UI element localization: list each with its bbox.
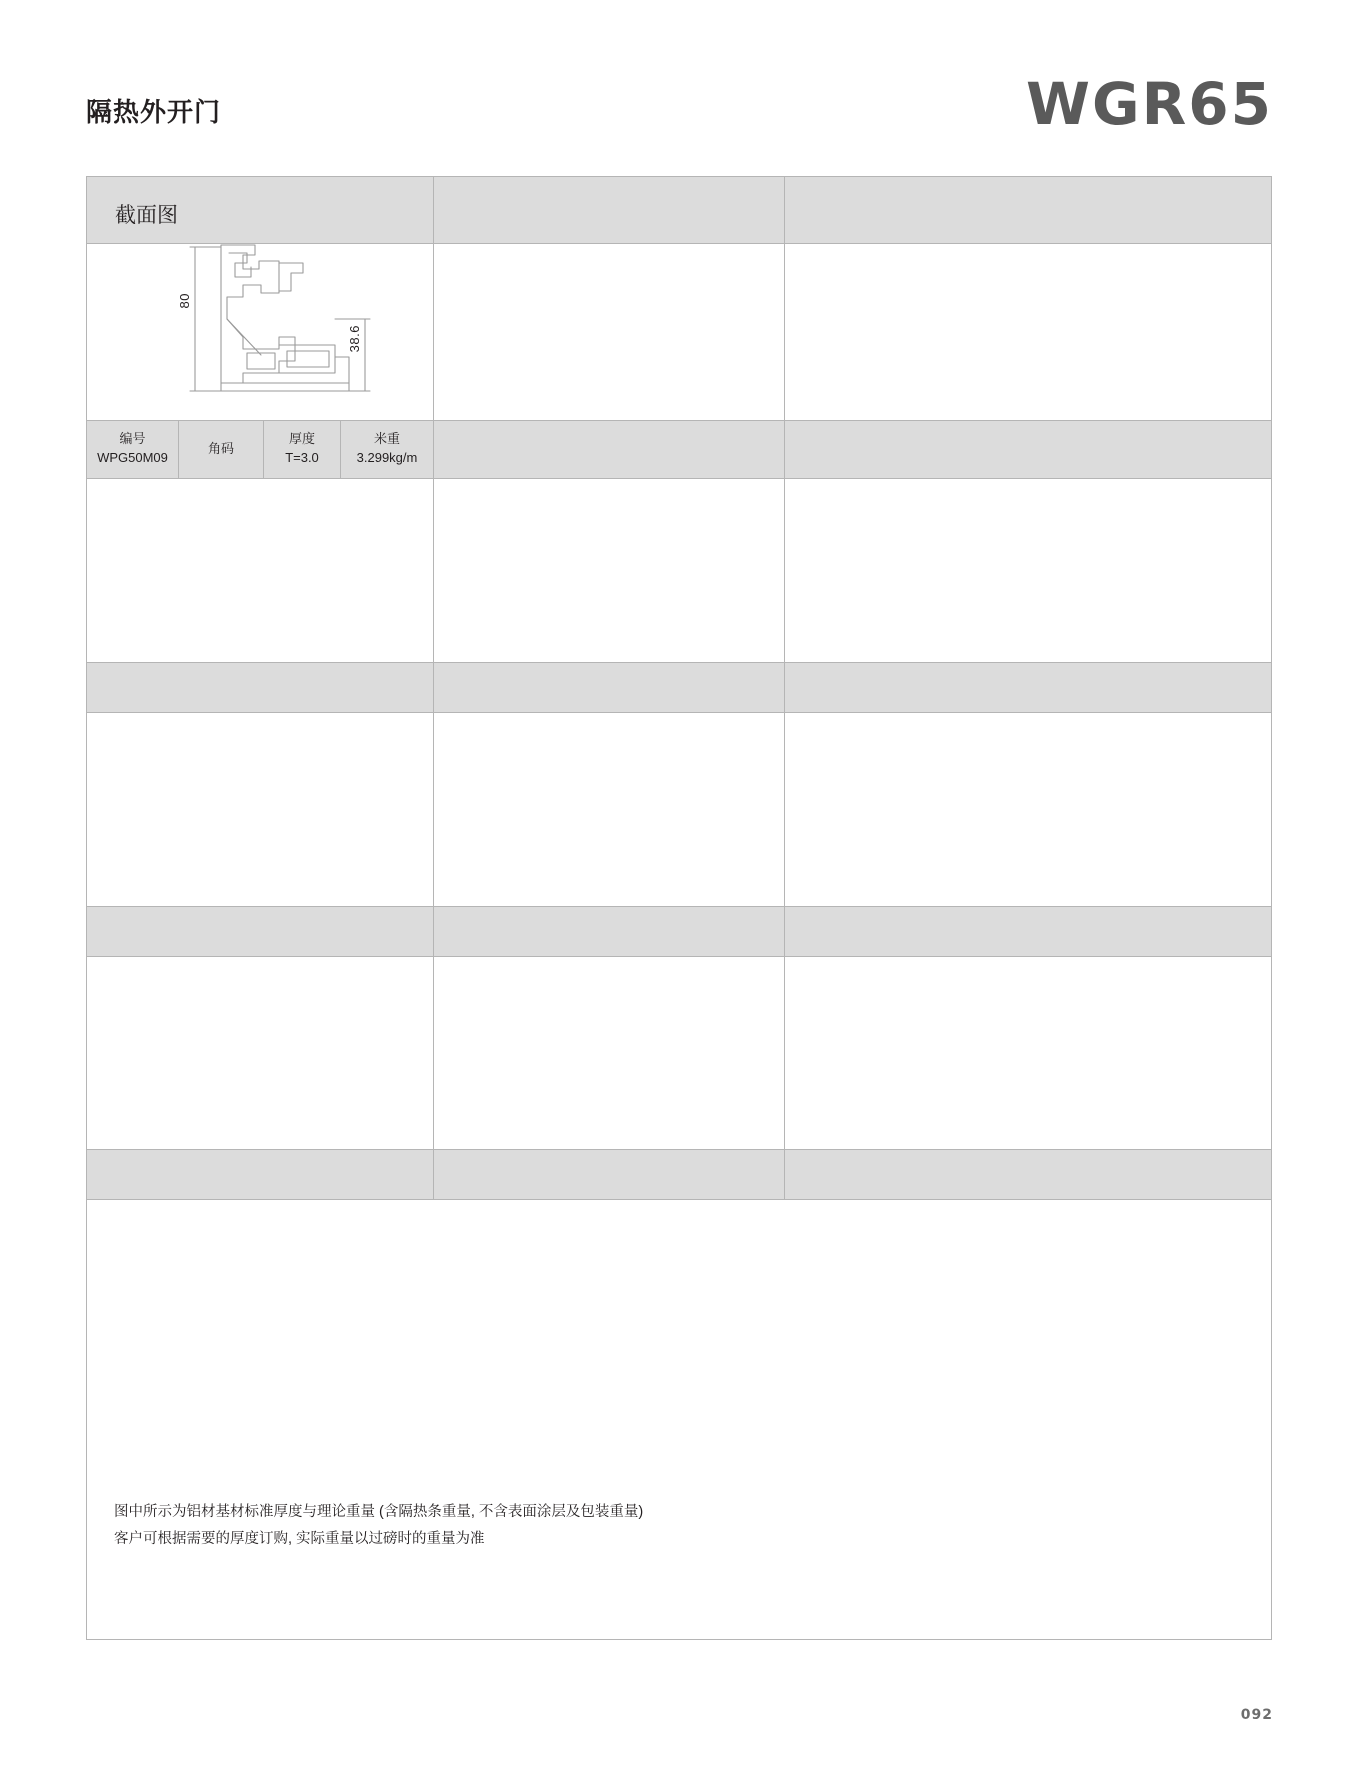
dimension-height-label: 80 — [177, 293, 192, 309]
row-divider-4-top — [87, 1149, 1271, 1150]
table-band-4 — [87, 1149, 1271, 1199]
spec-label-weight: 米重 — [373, 431, 400, 447]
spec-label-corner: 角码 — [207, 440, 234, 456]
profile-table — [86, 176, 1272, 1640]
footnote — [114, 1499, 643, 1553]
row-divider-spec-bottom — [87, 478, 1271, 479]
spec-label-code: 编号 — [119, 431, 146, 447]
spec-value-thickness: T=3.0 — [285, 450, 319, 465]
spec-label-thickness: 厚度 — [288, 431, 315, 447]
dimension-width-label: 38.6 — [347, 325, 362, 353]
spec-cell-corner — [179, 420, 264, 478]
product-series-code: WGR65 — [1026, 70, 1273, 138]
table-band-3 — [87, 906, 1271, 956]
profile-spec-table — [87, 420, 433, 478]
profile-cross-section-drawing — [177, 233, 443, 403]
row-divider-2-top — [87, 662, 1271, 663]
row-divider-3-bottom — [87, 956, 1271, 957]
row-divider-4-bottom — [87, 1199, 1271, 1200]
spec-cell-thickness — [264, 420, 341, 478]
column-divider-2 — [784, 177, 785, 1199]
row-divider-2-bottom — [87, 712, 1271, 713]
section-label-cross-section: 截面图 — [115, 204, 178, 227]
page-number: 092 — [1240, 1707, 1273, 1723]
spec-cell-code — [87, 420, 179, 478]
page-header — [86, 70, 1273, 144]
page-title: 隔热外开门 — [86, 97, 222, 127]
cross-section-svg — [183, 233, 443, 403]
table-band-2 — [87, 662, 1271, 712]
footnote-line-2: 客户可根据需要的厚度订购, 实际重量以过磅时的重量为准 — [114, 1530, 485, 1547]
spec-cell-weight — [341, 420, 433, 478]
row-divider-3-top — [87, 906, 1271, 907]
spec-value-code: WPG50M09 — [97, 450, 168, 465]
spec-value-weight: 3.299kg/m — [356, 450, 418, 465]
footnote-line-1: 图中所示为铝材基材标准厚度与理论重量 (含隔热条重量, 不含表面涂层及包装重量) — [114, 1504, 644, 1520]
